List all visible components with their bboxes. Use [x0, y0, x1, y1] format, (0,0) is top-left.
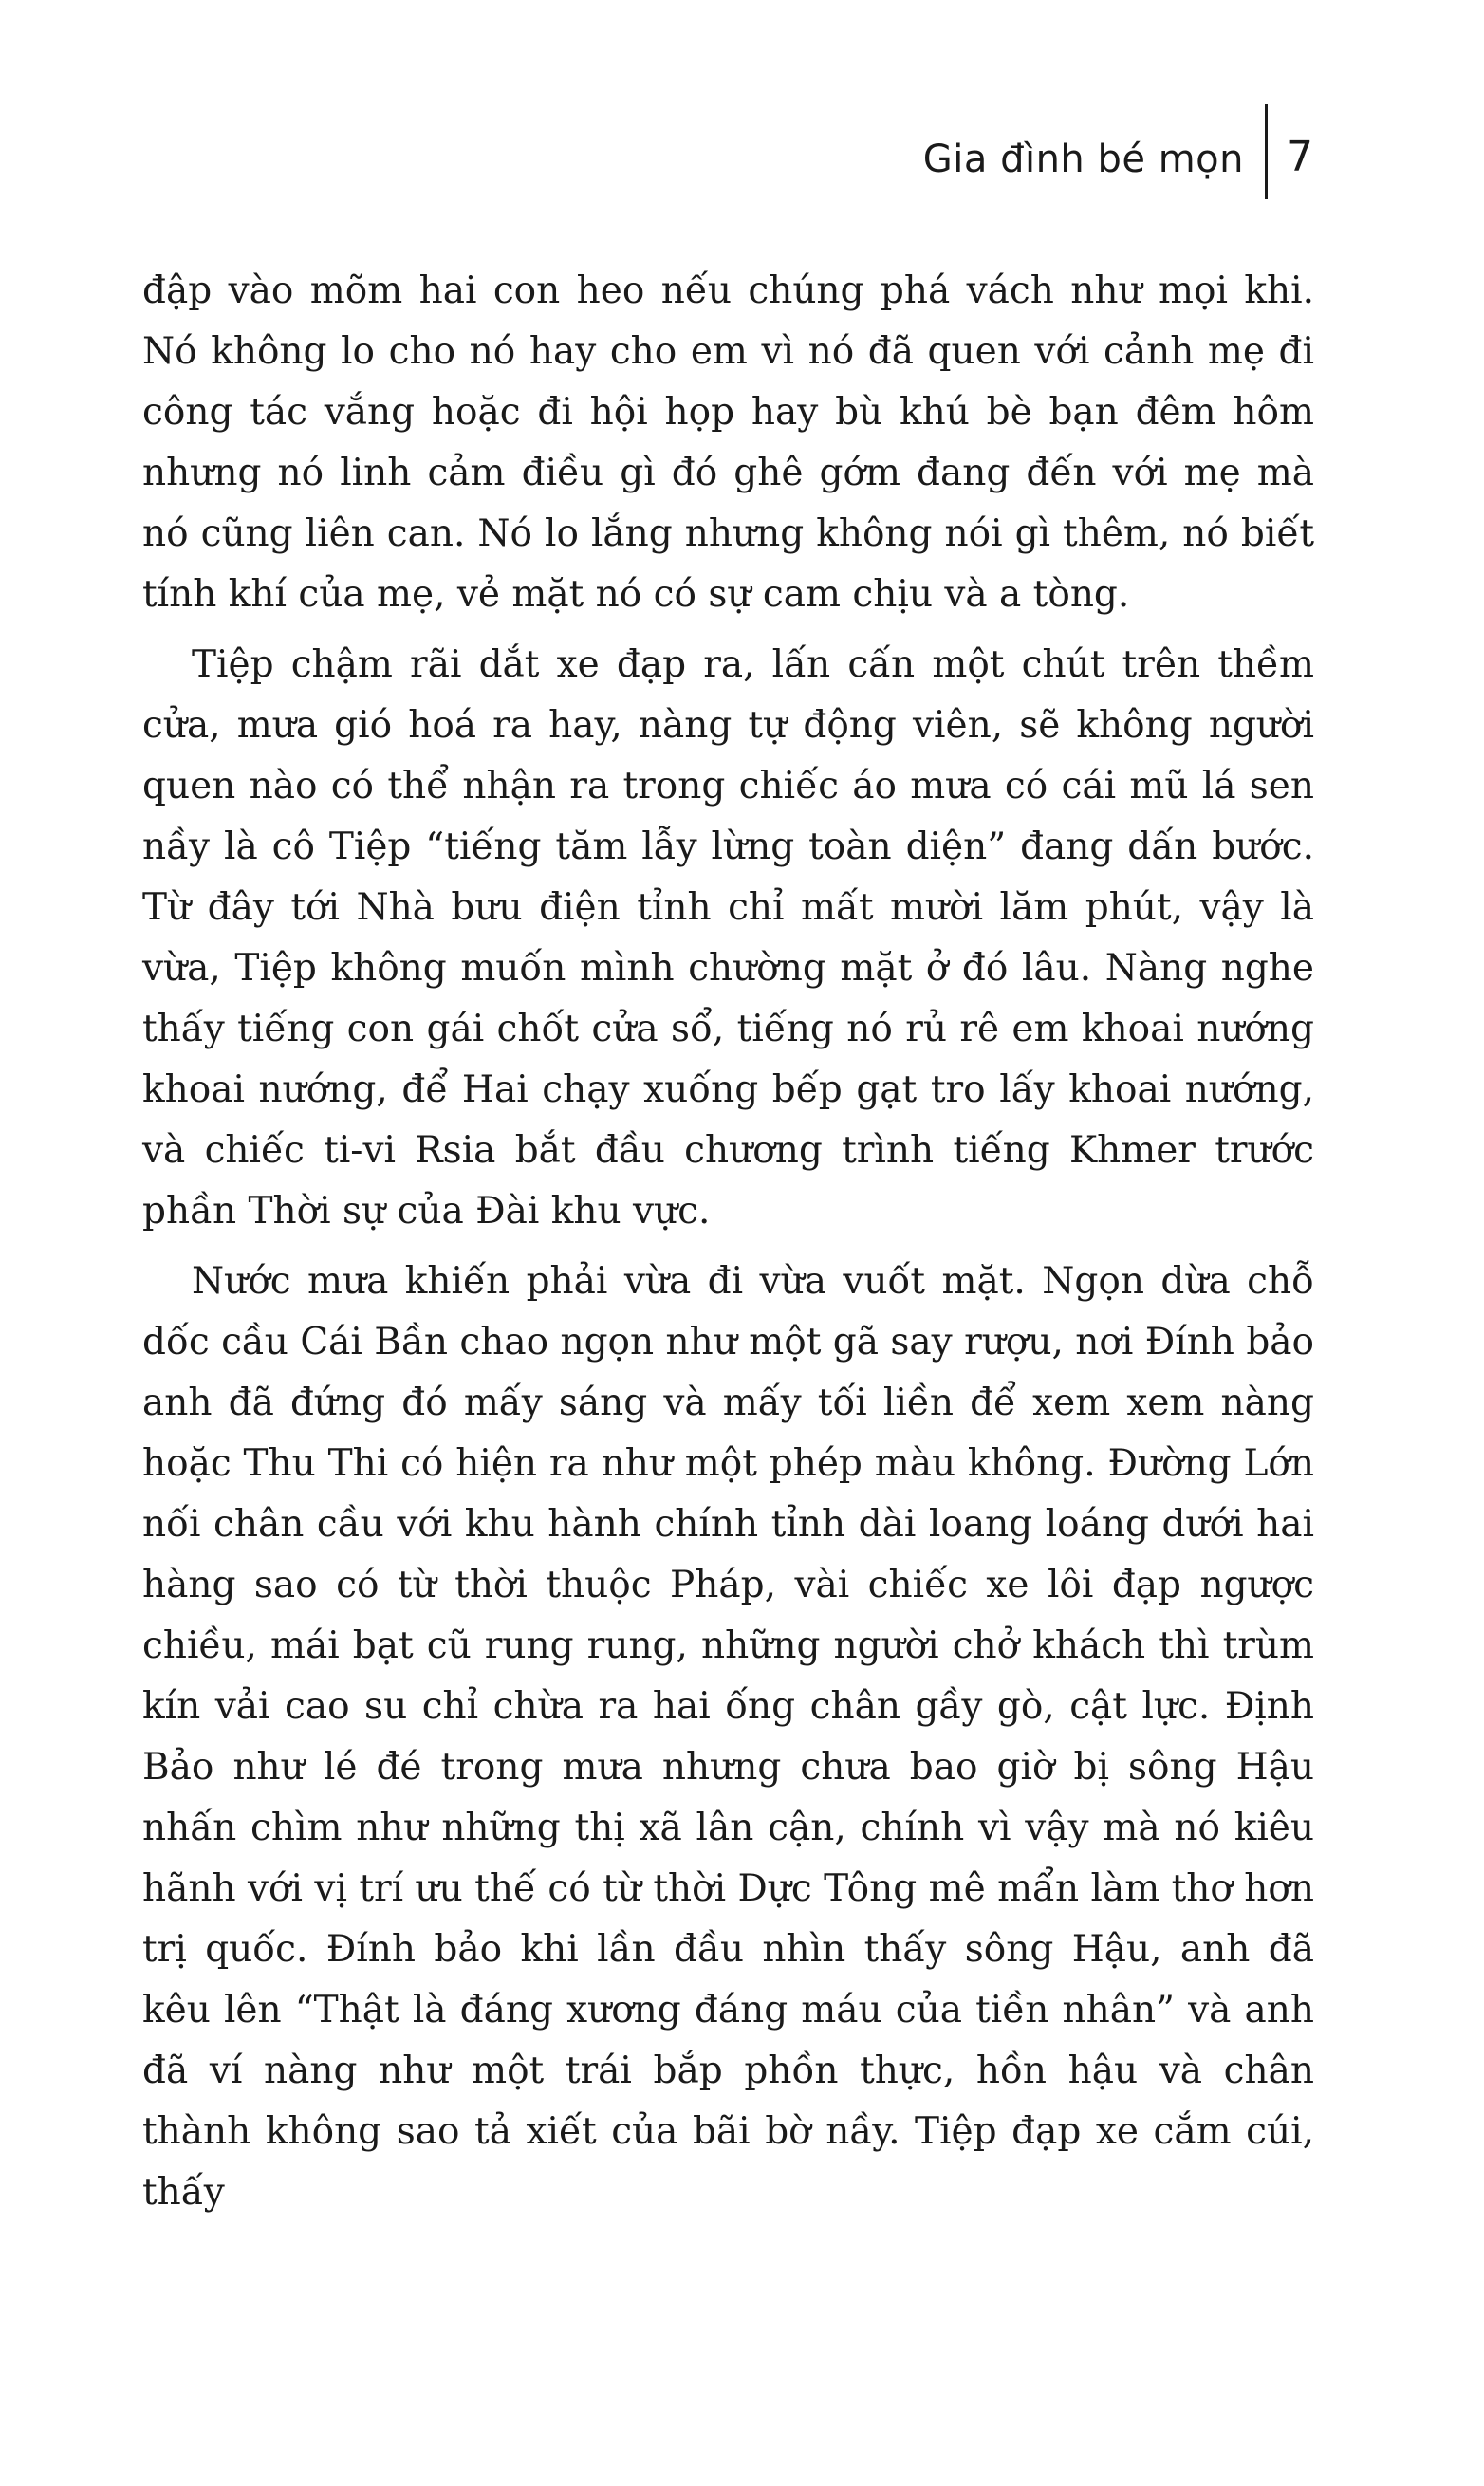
paragraph-1: đập vào mõm hai con heo nếu chúng phá vách như mọi khi. Nó không lo cho nó hay cho em vì nó đã quen với cảnh mẹ đi công tác vắng hoặc đi hội họp hay bù khú bè bạn đêm hôm nhưng nó linh cảm điều gì đó ghê gớm đang đến với mẹ mà nó cũng liên can. Nó lo lắng nhưng không nói gì thêm, nó biết tính khí của mẹ, vẻ mặt nó có sự cam chịu và a tòng. [142, 269, 1314, 616]
paragraph-2: Tiệp chậm rãi dắt xe đạp ra, lấn cấn một chút trên thềm cửa, mưa gió hoá ra hay, nàng tự động viên, sẽ không người quen nào có thể nhận ra trong chiếc áo mưa có cái mũ lá sen nầy là cô Tiệp “tiếng tăm lẫy lừng toàn diện” đang dấn bước. Từ đây tới Nhà bưu điện tỉnh chỉ mất mười lăm phút, vậy là vừa, Tiệp không muốn mình chường mặt ở đó lâu. Nàng nghe thấy tiếng con gái chốt cửa sổ, tiếng nó rủ rê em khoai nướng khoai nướng, để Hai chạy xuống bếp gạt tro lấy khoai nướng, và chiếc ti-vi Rsia bắt đầu chương trình tiếng Khmer trước phần Thời sự của Đài khu vực. [142, 643, 1314, 1233]
paragraph-3: Nước mưa khiến phải vừa đi vừa vuốt mặt. Ngọn dừa chỗ dốc cầu Cái Bần chao ngọn như một gã say rượu, nơi Đính bảo anh đã đứng đó mấy sáng và mấy tối liền để xem xem nàng hoặc Thu Thi có hiện ra như một phép màu không. Đường Lớn nối chân cầu với khu hành chính tỉnh dài loang loáng dưới hai hàng sao có từ thời thuộc Pháp, vài chiếc xe lôi đạp ngược chiều, mái bạt cũ rung rung, những người chở khách thì trùm kín vải cao su chỉ chừa ra hai ống chân gầy gò, cật lực. Định Bảo như lé đé trong mưa nhưng chưa bao giờ bị sông Hậu nhấn chìm như những thị xã lân cận, chính vì vậy mà nó kiêu hãnh với vị trí ưu thế có từ thời Dực Tông mê mẩn làm thơ hơn trị quốc. Đính bảo khi lần đầu nhìn thấy sông Hậu, anh đã kêu lên “Thật là đáng xương đáng máu của tiền nhân” và anh đã ví nàng như một trái bắp phồn thực, hồn hậu và chân thành không sao tả xiết của bãi bờ nầy. Tiệp đạp xe cắm cúi, thấy [142, 1260, 1315, 2214]
body-text [142, 261, 1314, 2233]
page-number: 7 [1287, 133, 1313, 181]
running-title: Gia đình bé mọn [922, 138, 1244, 181]
page-header [923, 104, 1313, 209]
